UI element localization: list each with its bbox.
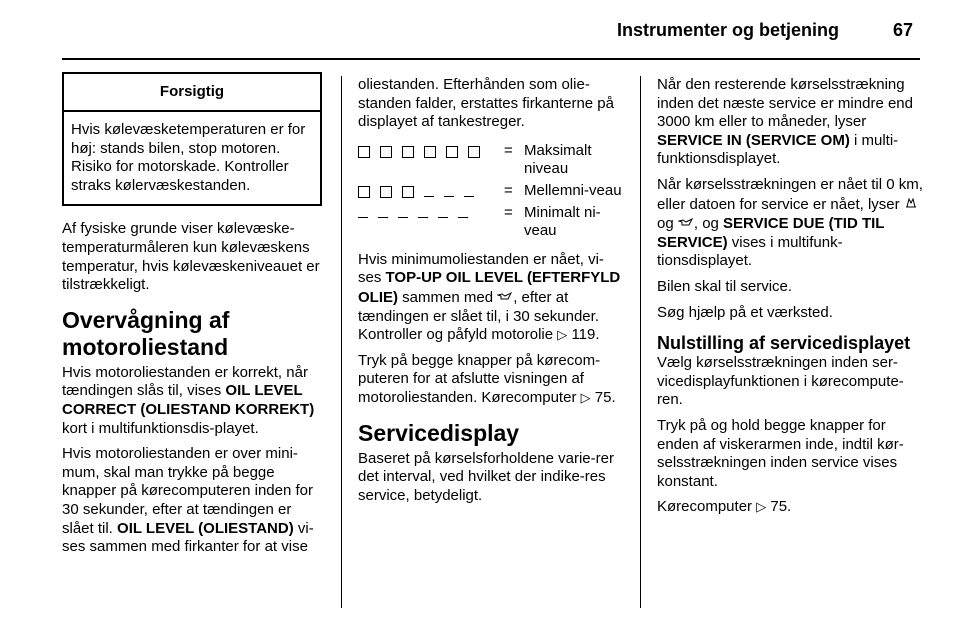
section-heading: Servicedisplay xyxy=(358,419,520,446)
column-divider xyxy=(640,76,641,608)
page-reference-icon: ▷ xyxy=(580,389,591,405)
paragraph: Vælg kørselsstrækningen inden ser-vicedisplayfunktionen i kørecompute-ren. xyxy=(657,354,904,409)
caution-title: Forsigtig xyxy=(64,74,320,112)
page-header xyxy=(0,0,960,60)
page-number: 67 xyxy=(893,20,914,40)
paragraph: Bilen skal til service. xyxy=(657,277,793,295)
level-label: Minimalt ni-veau xyxy=(524,203,601,240)
column-2 xyxy=(358,76,626,512)
header-rule xyxy=(62,58,920,60)
oil-level-table xyxy=(358,142,626,241)
column-divider xyxy=(341,76,342,608)
paragraph: Hvis motoroliestanden er korrekt, når tændingen slås til, vises OIL LEVEL CORRECT (OLIESTAND KORREKT) kort i multifunktionsdis-playet. xyxy=(62,363,315,437)
display-message: TOP-UP OIL LEVEL (EFTERFYLD OLIE) xyxy=(358,269,621,306)
caution-box xyxy=(62,72,322,206)
oil-level-row: = Minimalt ni-veau xyxy=(358,204,626,241)
level-label: Maksimalt niveau xyxy=(524,141,592,178)
paragraph: Hvis minimumoliestanden er nået, vi-ses TOP-UP OIL LEVEL (EFTERFYLD OLIE) sammen med , efter at tændingen er slået til, i 30 sekunder. Kontroller og påfyld motorolie ▷ 119. xyxy=(358,250,621,344)
level-indicator-min xyxy=(358,204,504,241)
column-1 xyxy=(62,72,326,564)
oil-can-icon xyxy=(497,288,513,307)
display-message: SERVICE IN (SERVICE OM) xyxy=(657,131,850,149)
column-3 xyxy=(657,76,923,524)
level-label: Mellemni-veau xyxy=(524,181,622,199)
page-reference-icon: ▷ xyxy=(756,499,767,515)
service-wrench-icon xyxy=(904,195,918,214)
paragraph: oliestanden. Efterhånden som olie-standen falder, erstattes firkanterne på displayet af tankestreger. xyxy=(358,76,614,131)
oil-can-icon xyxy=(678,214,694,233)
level-indicator-mid xyxy=(358,182,504,201)
paragraph: Tryk på begge knapper på kørecom-puteren for at afslutte visningen af motoroliestanden. Kørecomputer ▷ 75. xyxy=(358,351,616,406)
oil-level-row: = Maksimalt niveau xyxy=(358,142,626,179)
paragraph: Af fysiske grunde viser kølevæske-temperaturmåleren kun kølevæskens temperatur, hvis kølevæskeniveauet er tilstrækkeligt. xyxy=(62,220,320,294)
display-message: SERVICE DUE (TID TIL SERVICE) xyxy=(657,215,885,251)
paragraph: Baseret på kørselsforholdene varie-rer det interval, ved hvilket der indike-res service, betydeligt. xyxy=(358,449,614,504)
display-message: OIL LEVEL (OLIESTAND) xyxy=(117,519,294,537)
page-reference-icon: ▷ xyxy=(557,327,568,343)
section-heading: Overvågning af motoroliestand xyxy=(62,306,230,360)
caution-body: Hvis kølevæsketemperaturen er for høj: stands bilen, stop motoren. Risiko for motorskade. Kontroller straks kølervæskestanden. xyxy=(71,121,306,194)
paragraph: Når kørselsstrækningen er nået til 0 km, eller datoen for service er nået, lyser og , og SERVICE DUE (TID TIL SERVICE) vises i multifunk-tionsdisplayet. xyxy=(657,175,923,270)
paragraph: Når den resterende kørselsstrækning inden det næste service er mindre end 3000 km eller to måneder, lyser SERVICE IN (SERVICE OM) i multi-funktionsdisplayet. xyxy=(657,76,913,168)
display-message: OIL LEVEL CORRECT (OLIESTAND KORREKT) xyxy=(62,382,315,418)
paragraph: Hvis motoroliestanden er over mini-mum, skal man trykke på begge knapper på kørecomputeren inden for 30 sekunder, efter at tændingen er slået til. OIL LEVEL (OLIESTAND) vi-ses sammen med firkanter for at vise xyxy=(62,445,314,556)
paragraph: Søg hjælp på et værksted. xyxy=(657,303,833,321)
level-indicator-max xyxy=(358,142,504,179)
oil-level-row: = Mellemni-veau xyxy=(358,182,626,201)
paragraph: Tryk på og hold begge knapper for enden af viskerarmen inde, indtil kør-selsstrækningen inden service vises konstant. xyxy=(657,416,904,490)
section-title: Instrumenter og betjening xyxy=(617,20,840,40)
paragraph: Kørecomputer ▷ 75. xyxy=(657,498,792,516)
subsection-heading: Nulstilling af servicedisplayet xyxy=(657,333,911,354)
